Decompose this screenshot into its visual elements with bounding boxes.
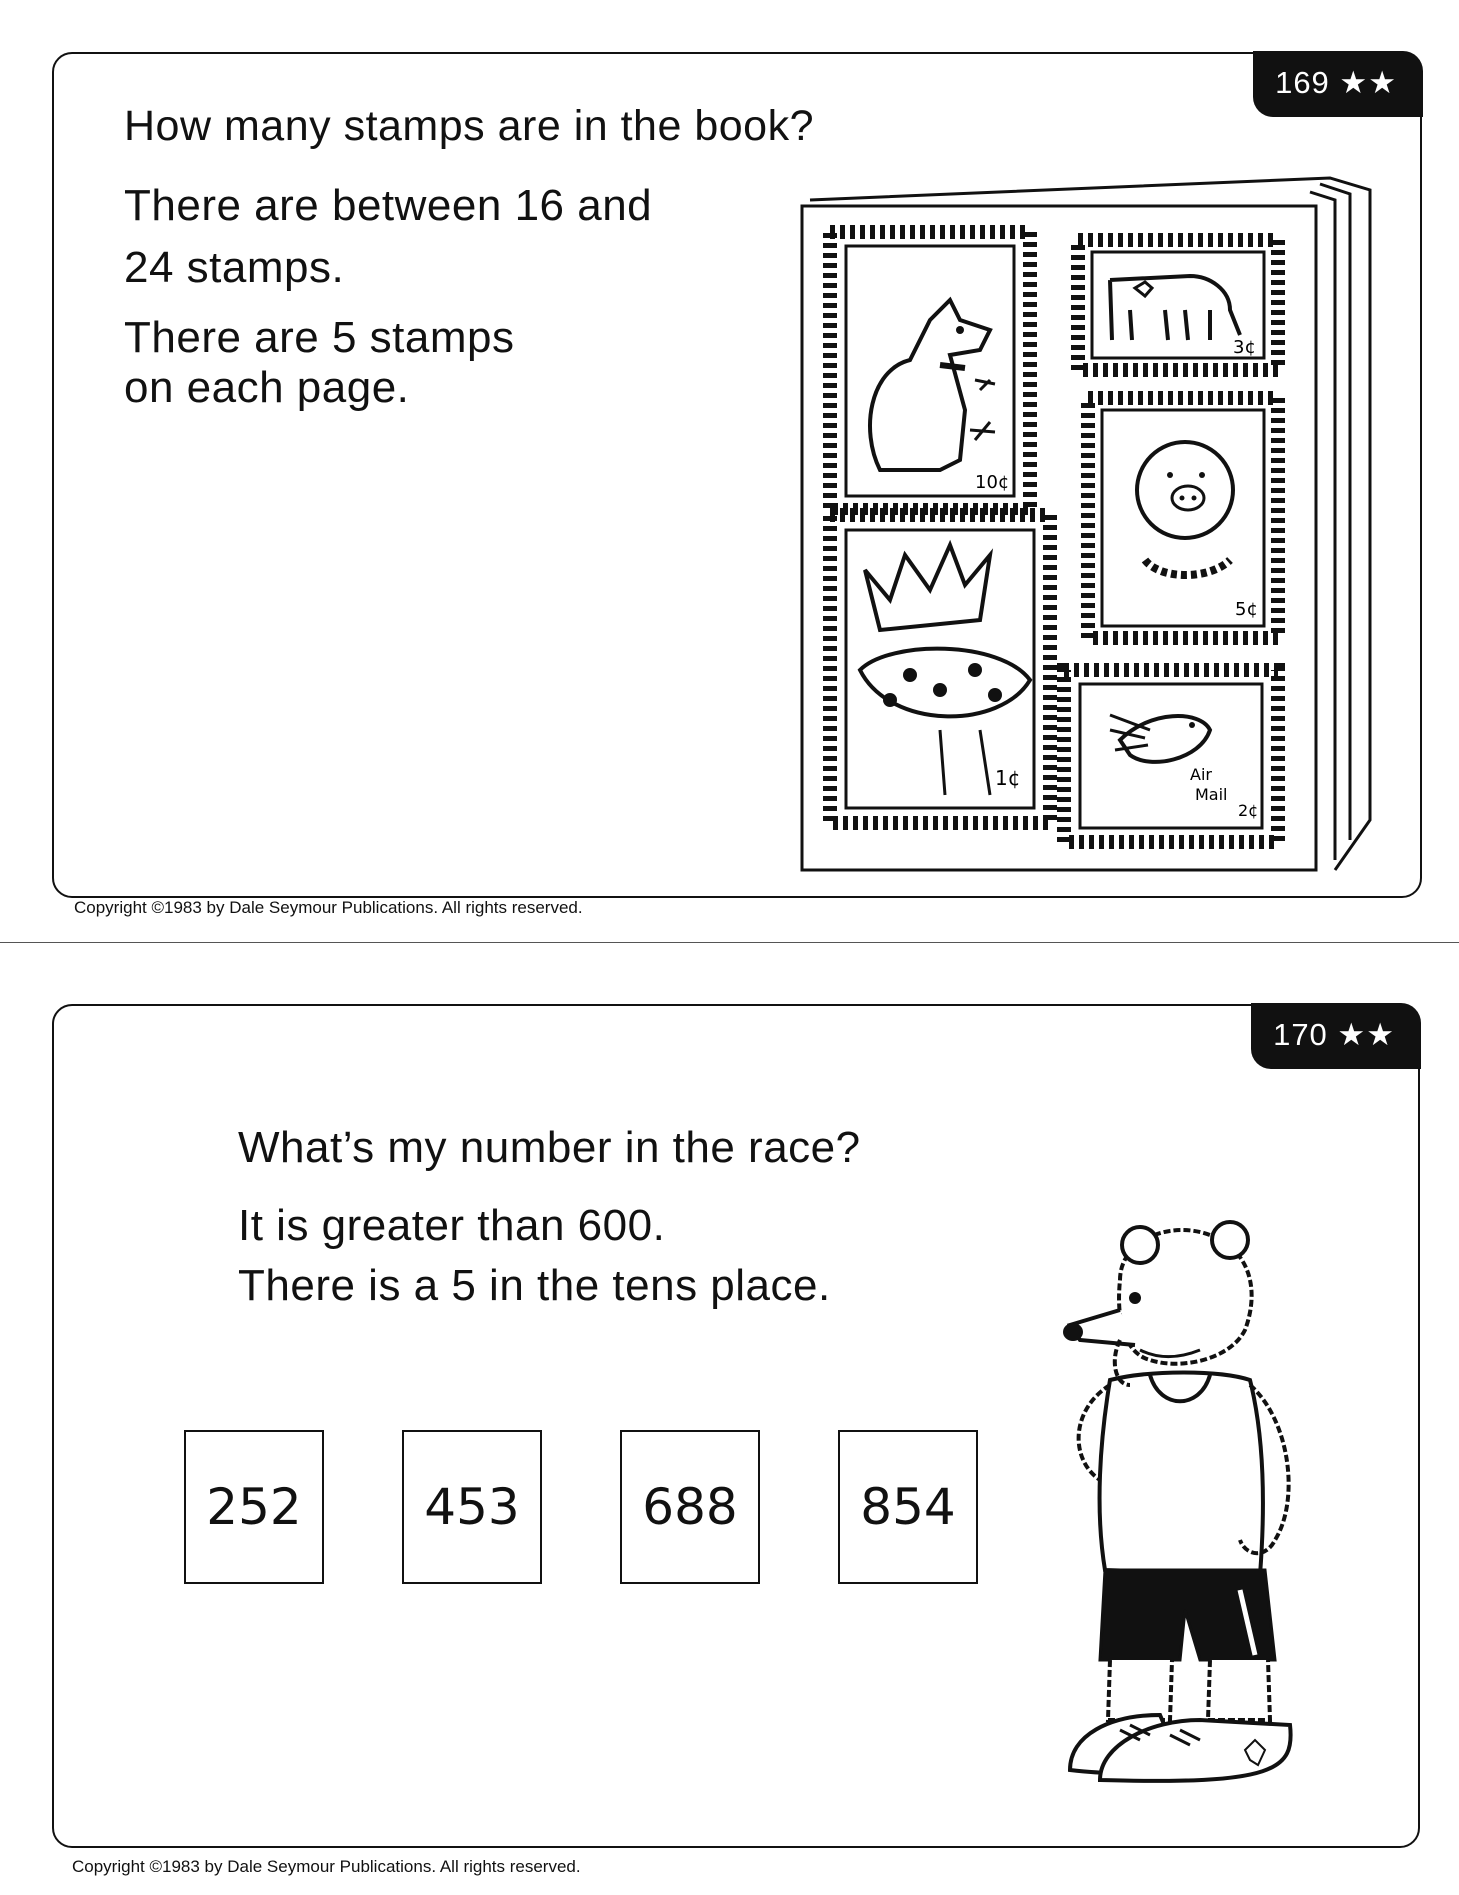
answer-choice-box[interactable]: 688 [620,1430,760,1584]
dog-stamp [830,232,1030,510]
stamp-value: Mail [1195,785,1228,804]
answer-choice-box[interactable]: 854 [838,1430,978,1584]
clue-line: There are 5 stamps [124,313,515,362]
card-number-badge: 169 ★★ [1253,51,1423,117]
clue-line: It is greater than 600. [238,1201,666,1250]
stamp-value: 5¢ [1235,599,1258,620]
king-stamp [830,515,1050,823]
card-number-badge: 170 ★★ [1251,1003,1421,1069]
copyright-notice: Copyright ©1983 by Dale Seymour Publications. All rights reserved. [72,1857,581,1876]
answer-choice-box[interactable]: 453 [402,1430,542,1584]
stamp-value: 10¢ [975,472,1010,493]
stamp-value: 3¢ [1233,337,1256,358]
pig-stamp [1088,398,1278,638]
question-text: What’s my number in the race? [238,1123,861,1172]
clue-line: There are between 16 and [124,181,653,230]
elephant-stamp [1078,240,1278,370]
stamp-book-illustration [790,170,1390,880]
airmail-stamp [1064,670,1278,842]
stamp-value: 2¢ [1238,801,1259,820]
clue-line: There is a 5 in the tens place. [238,1261,831,1310]
page-divider [0,942,1459,943]
answer-choice-box[interactable]: 252 [184,1430,324,1584]
stamp-value: 1¢ [995,766,1021,790]
clue-line: 24 stamps. [124,243,345,292]
bear-runner-illustration [1060,1210,1360,1830]
question-text: How many stamps are in the book? [124,102,814,150]
clue-line: on each page. [124,363,410,412]
copyright-notice: Copyright ©1983 by Dale Seymour Publications. All rights reserved. [74,898,583,917]
stamp-value: Air [1190,765,1212,784]
